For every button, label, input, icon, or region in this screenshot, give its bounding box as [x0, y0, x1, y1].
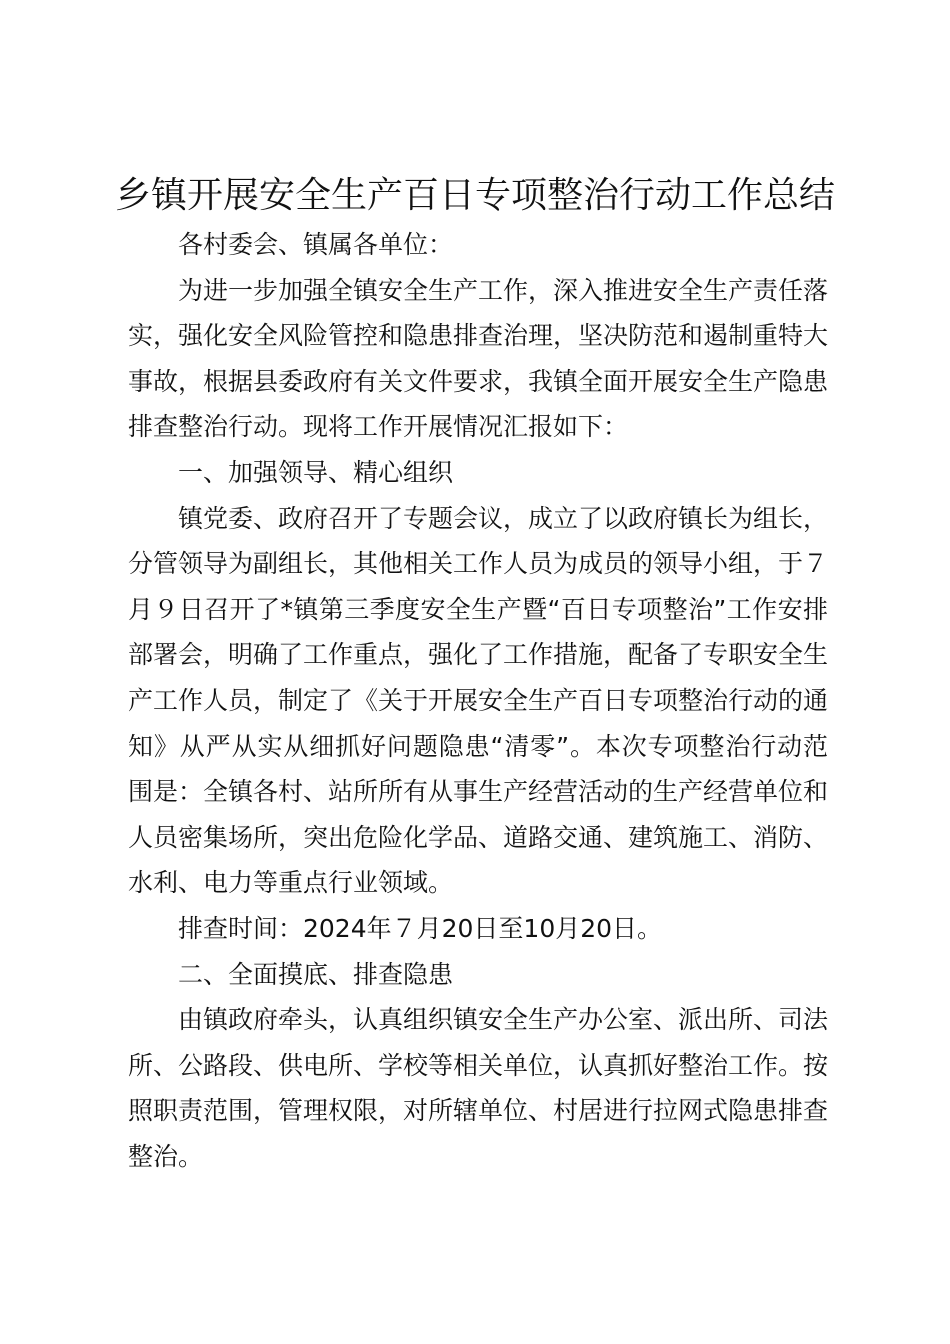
- document-body: [128, 222, 828, 1179]
- section-heading-2: 二、全面摸底、排查隐患: [178, 959, 454, 989]
- section-2-paragraph: 由镇政府牵头，认真组织镇安全生产办公室、派出所、司法所、公路段、供电所、学校等相关单位，认真抓好整治工作。按照职责范围，管理权限，对所辖单位、村居进行拉网式隐患排查整治。: [128, 1005, 829, 1171]
- section-1-paragraph: 镇党委、政府召开了专题会议，成立了以政府镇长为组长，分管领导为副组长，其他相关工作人员为成员的领导小组，于７月９日召开了*镇第三季度安全生产暨“百日专项整治”工作安排部署会，明确了工作重点，强化了工作措施，配备了专职安全生产工作人员，制定了《关于开展安全生产百日专项整治行动的通知》从严从实从细抓好问题隐患“清零”。本次专项整治行动范围是：全镇各村、站所所有从事生产经营活动的生产经营单位和人员密集场所，突出危险化学品、道路交通、建筑施工、消防、水利、电力等重点行业领域。: [128, 503, 829, 898]
- salutation: 各村委会、镇属各单位：: [178, 230, 454, 259]
- section-heading-1: 一、加强领导、精心组织: [178, 457, 454, 487]
- document-title: 乡镇开展安全生产百日专项整治行动工作总结: [114, 175, 835, 216]
- inspection-period: 排查时间：2024年７月20日至10月20日。: [178, 913, 663, 943]
- intro-paragraph: 为进一步加强全镇安全生产工作，深入推进安全生产责任落实，强化安全风险管控和隐患排查治理，坚决防范和遏制重特大事故，根据县委政府有关文件要求，我镇全面开展安全生产隐患排查整治行动。现将工作开展情况汇报如下：: [128, 275, 829, 442]
